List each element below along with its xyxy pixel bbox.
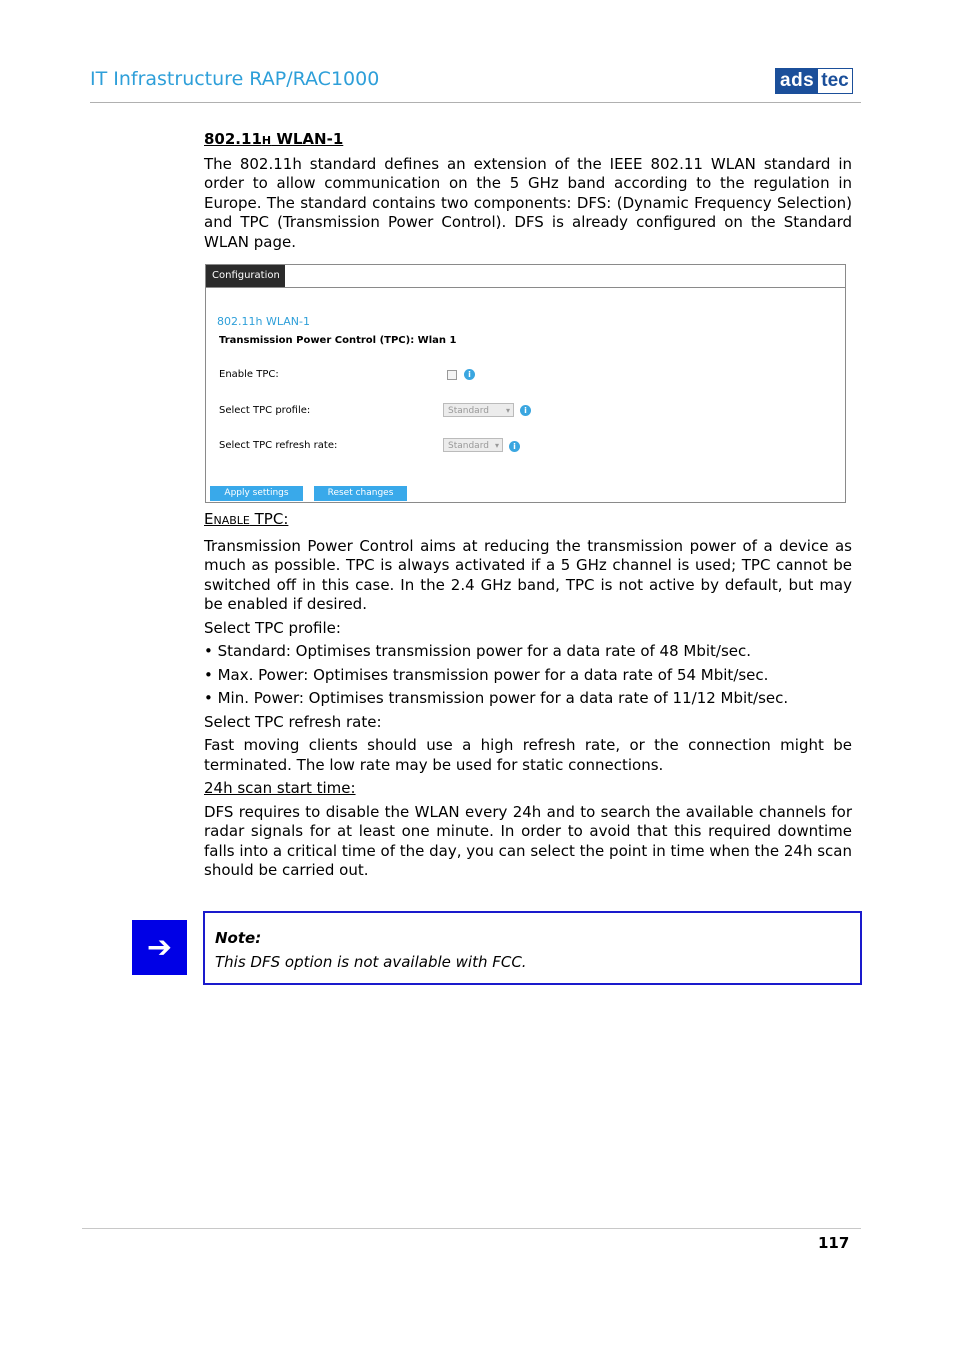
tab-configuration[interactable]: Configuration bbox=[206, 265, 285, 287]
config-topbar bbox=[206, 265, 845, 288]
tpc-profile-value: Standard bbox=[448, 406, 489, 416]
config-section-title: 802.11h WLAN-1 bbox=[217, 315, 310, 328]
tpc-refresh-rate-select[interactable] bbox=[443, 438, 503, 452]
chevron-down-icon: ▾ bbox=[494, 441, 499, 450]
note-box bbox=[203, 911, 862, 985]
tpc-description bbox=[204, 510, 852, 885]
tpc-refresh-paragraph: Fast moving clients should use a high refresh rate, or the connection might be terminated. The low rate may be used for static connections. bbox=[204, 736, 852, 774]
config-sub-title: Transmission Power Control (TPC): Wlan 1 bbox=[219, 335, 457, 346]
adstec-logo bbox=[775, 68, 853, 94]
enable-tpc-checkbox[interactable] bbox=[447, 370, 457, 380]
enable-tpc-label: Enable TPC: bbox=[219, 369, 279, 380]
tpc-profile-select[interactable] bbox=[443, 403, 514, 417]
enable-tpc-paragraph: Transmission Power Control aims at reducing the transmission power of a device as much as possible. TPC is always activated if a 5 GHz channel is used; TPC cannot be switched off in this case. In the 2.4 GHz band, TPC is not active by default, but may be enabled if desired. bbox=[204, 536, 852, 613]
chevron-down-icon: ▾ bbox=[505, 406, 510, 415]
scan-start-heading: 24h scan start time: bbox=[204, 779, 356, 797]
document-header-title: IT Infrastructure RAP/RAC1000 bbox=[90, 68, 380, 90]
enable-tpc-heading: ENABLE TPC: bbox=[204, 510, 289, 528]
tpc-refresh-heading: Select TPC refresh rate: bbox=[204, 712, 382, 731]
list-item: • Max. Power: Optimises transmission power for a data rate of 54 Mbit/sec. bbox=[204, 665, 769, 684]
logo-text-tec: tec bbox=[818, 69, 851, 93]
tpc-profile-heading: Select TPC profile: bbox=[204, 618, 341, 637]
note-text: This DFS option is not available with FCC. bbox=[215, 953, 527, 971]
reset-changes-button[interactable]: Reset changes bbox=[314, 486, 407, 501]
tpc-refresh-rate-label: Select TPC refresh rate: bbox=[219, 440, 338, 451]
arrow-right-icon: ➔ bbox=[132, 920, 187, 975]
footer-divider bbox=[82, 1228, 861, 1229]
scan-start-paragraph: DFS requires to disable the WLAN every 24h and to search the available channels for radar signals for at least one minute. In order to avoid that this required downtime falls into a critical time of the day, you can select the point in time when the 24h scan should be carried out. bbox=[204, 802, 852, 879]
info-icon[interactable]: i bbox=[520, 405, 531, 416]
configuration-screenshot bbox=[205, 264, 846, 503]
tpc-profile-label: Select TPC profile: bbox=[219, 405, 311, 416]
info-icon[interactable]: i bbox=[509, 441, 520, 452]
section-intro bbox=[204, 130, 852, 252]
section-heading: 802.11H WLAN-1 bbox=[204, 130, 344, 148]
list-item: • Standard: Optimises transmission power for a data rate of 48 Mbit/sec. bbox=[204, 642, 752, 660]
tpc-refresh-rate-value: Standard bbox=[448, 441, 489, 451]
page-number: 117 bbox=[818, 1234, 850, 1252]
note-title: Note: bbox=[215, 929, 262, 947]
list-item: • Min. Power: Optimises transmission power for a data rate of 11/12 Mbit/sec. bbox=[204, 689, 789, 707]
info-icon[interactable]: i bbox=[464, 369, 475, 380]
apply-settings-button[interactable]: Apply settings bbox=[210, 486, 303, 501]
intro-paragraph: The 802.11h standard defines an extension of the IEEE 802.11 WLAN standard in order to allow communication on the 5 GHz band according to the regulation in Europe. The standard contains two components: DFS: (Dynamic Frequency Selection) and TPC (Transmission Power Control). DFS is already configured on the Standard WLAN page. bbox=[204, 154, 852, 251]
logo-text-ads: ads bbox=[776, 69, 818, 93]
header-divider bbox=[90, 102, 861, 103]
